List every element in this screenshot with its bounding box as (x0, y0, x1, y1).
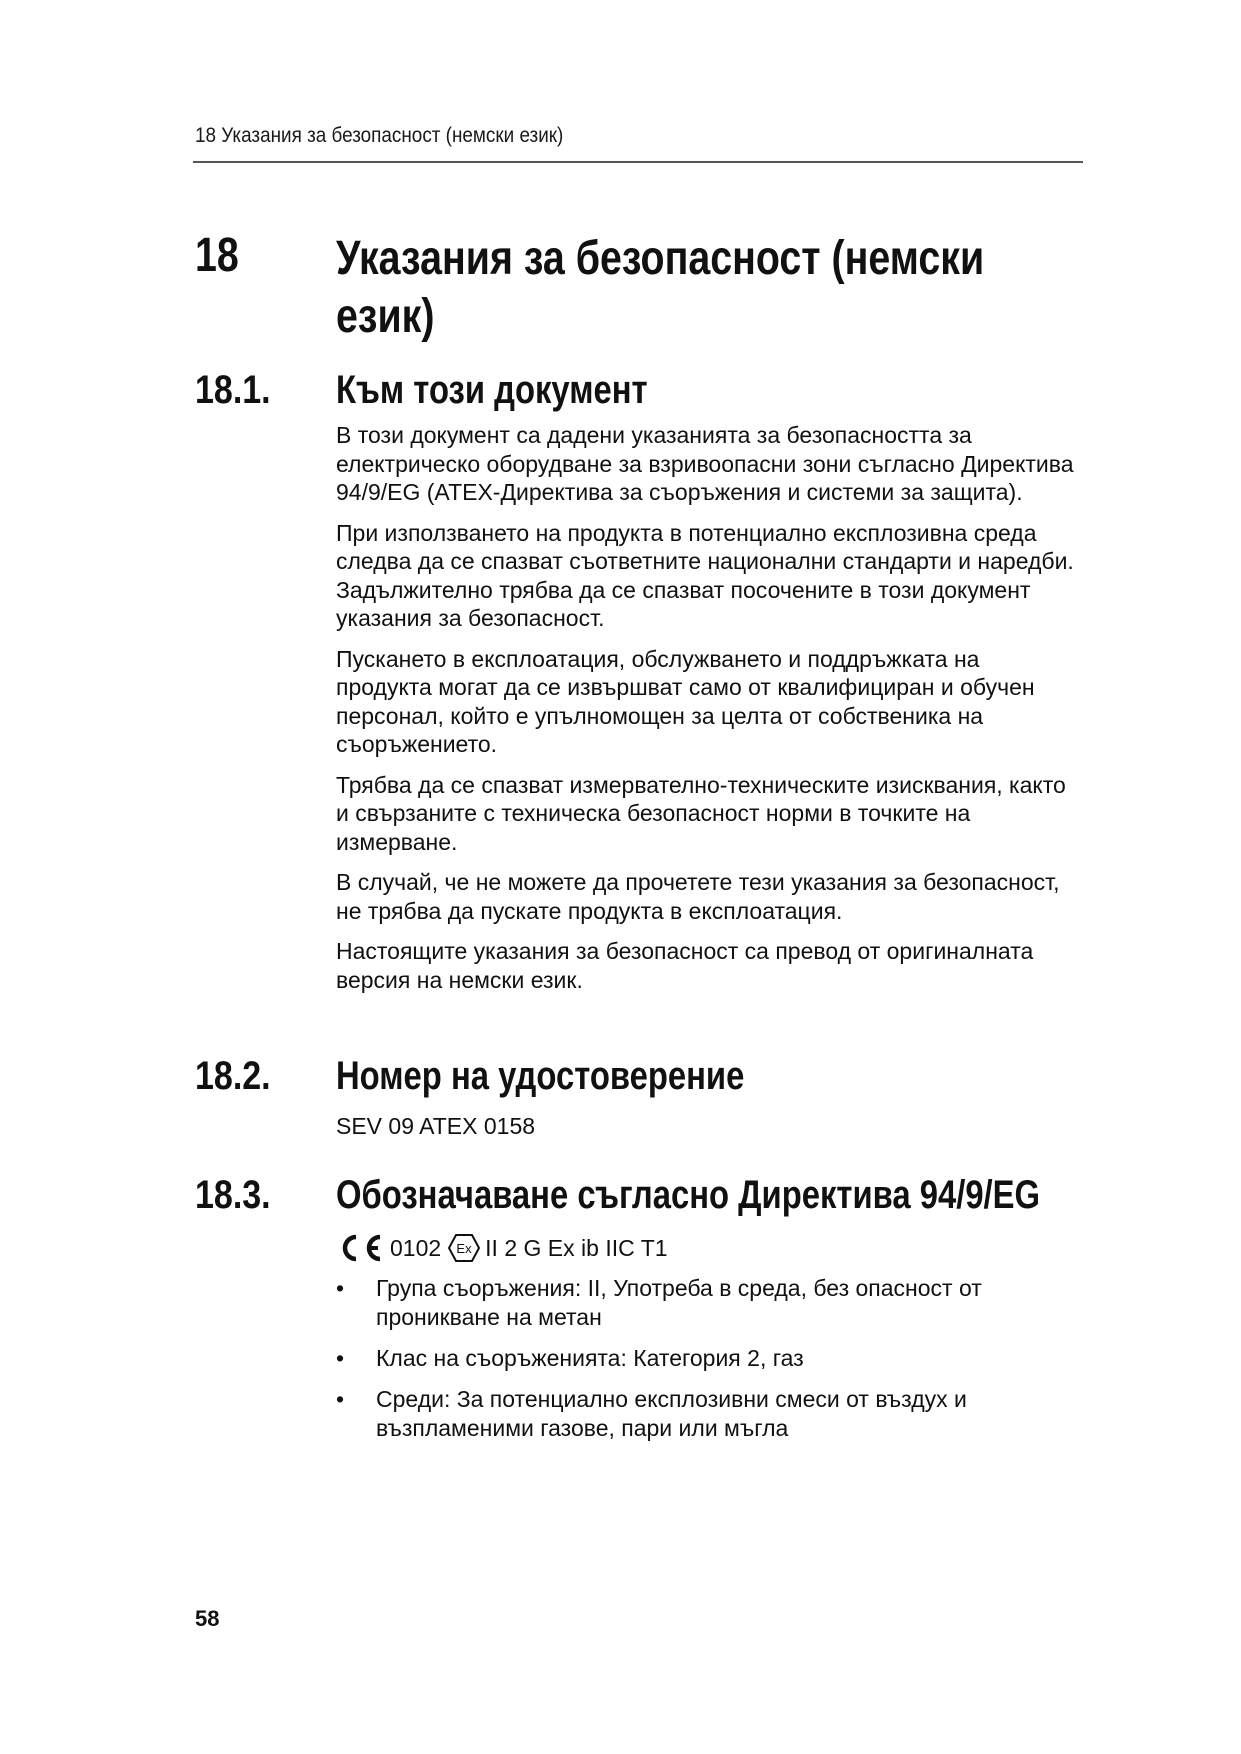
section-18-1-body (336, 421, 1081, 1006)
paragraph: В този документ са дадени указанията за безопасността за електрическо оборудване за взривоопасни зони съгласно Директива 94/9/EG (ATEX-Директива за съоръжения и системи за защита). (336, 422, 1074, 505)
list-item (336, 1385, 1081, 1443)
header-rule (193, 161, 1083, 163)
atex-marking (336, 1233, 668, 1263)
list-item-text: Среди: За потенциално експлозивни смеси от въздух и възпламеними газове, пари или мъгла (376, 1386, 967, 1441)
ex-hexagon-icon (447, 1233, 481, 1263)
paragraph: Настоящите указания за безопасност са превод от оригиналната версия на немски език. (336, 938, 1034, 993)
section-title-18-3: Обозначаване съгласно Директива 94/9/EG (336, 1173, 1041, 1217)
marking-code: II 2 G Ex ib IIC T1 (485, 1235, 668, 1261)
paragraph: Трябва да се спазват измервателно-техническите изисквания, както и свързаните с техническа безопасност норми в точките на измерване. (336, 771, 1066, 855)
section-number-18-3: 18.3. (195, 1173, 271, 1217)
paragraph: Пускането в експлоатация, обслужването и поддръжката на продукта могат да се извършват само от квалифициран и обучен персонал, който е упълномощен за целта от собственика на съоръжението. (336, 645, 1035, 757)
list-item (336, 1274, 1081, 1332)
notified-body-number: 0102 (390, 1235, 442, 1261)
section-number-18-1: 18.1. (195, 368, 271, 412)
paragraph: В случай, че не можете да прочетете тези указания за безопасност, не трябва да пускате продукта в експлоатация. (336, 869, 1060, 924)
bullet-icon: • (336, 1345, 345, 1371)
bullet-icon: • (336, 1275, 345, 1301)
section-number-18-2: 18.2. (195, 1054, 271, 1098)
certificate-number: SEV 09 ATEX 0158 (336, 1113, 536, 1139)
ce-mark-icon (336, 1233, 384, 1263)
list-item-text: Клас на съоръженията: Категория 2, газ (376, 1345, 804, 1371)
section-title-18-2: Номер на удостоверение (336, 1054, 745, 1098)
list-item-text: Група съоръжения: II, Употреба в среда, без опасност от проникване на метан (376, 1275, 982, 1330)
marking-bullet-list (336, 1274, 1081, 1455)
page-number: 58 (195, 1606, 220, 1631)
paragraph: При използването на продукта в потенциално експлозивна среда следва да се спазват съответните национални стандарти и наредби. Задължително трябва да се спазват посочените в този документ указания за безопасност. (336, 519, 1074, 631)
list-item (336, 1344, 1081, 1373)
ex-symbol-text: Ex (456, 1241, 472, 1256)
running-header: 18 Указания за безопасност (немски език) (195, 124, 564, 147)
section-title-18-1: Към този документ (336, 368, 648, 412)
chapter-number: 18 (195, 229, 239, 282)
bullet-icon: • (336, 1386, 345, 1412)
chapter-title: Указания за безопасност (немски език) (336, 232, 985, 343)
